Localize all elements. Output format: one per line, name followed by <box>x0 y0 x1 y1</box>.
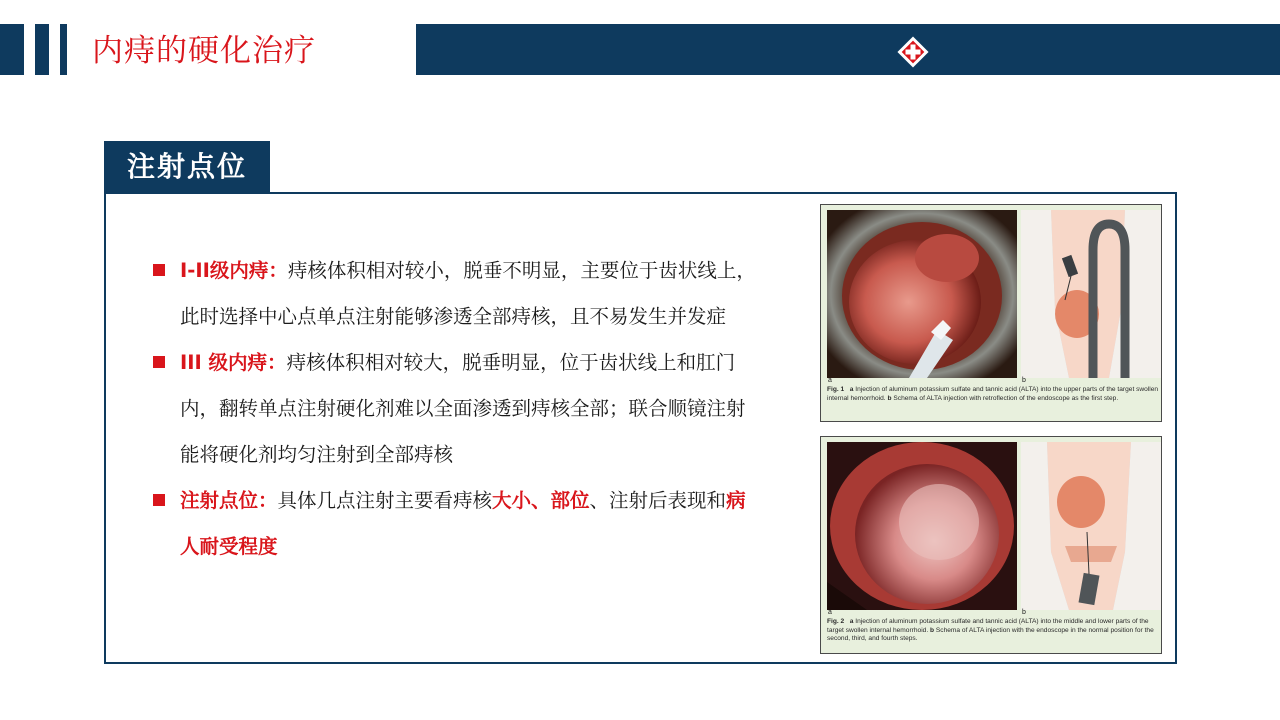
panel-label-b: b <box>1022 377 1026 384</box>
endoscopy-photo-2 <box>827 442 1017 610</box>
bullet-item <box>150 478 760 570</box>
section-tab: 注射点位 <box>104 141 270 193</box>
bullet-heading: I-II级内痔： <box>180 259 288 282</box>
caption-letter: a <box>849 618 854 625</box>
caption-text: Schema of ALTA injection with the endoscope in the normal position for the second, third, and fourth steps. <box>827 626 1154 643</box>
red-square-bullet-icon <box>153 494 165 506</box>
figure-1 <box>820 204 1162 422</box>
figure-label: Fig. 2 <box>827 618 845 625</box>
bullet-item <box>150 248 760 340</box>
bullet-item <box>150 340 760 478</box>
schema-diagram-1 <box>1021 210 1161 378</box>
bullet-list <box>150 248 760 570</box>
header-stripe-1 <box>0 24 24 75</box>
endoscopy-photo-1 <box>827 210 1017 378</box>
slide-title: 内痔的硬化治疗 <box>92 33 316 69</box>
header-stripe-3 <box>60 24 67 75</box>
bullet-text: 痔核体积相对较小，脱垂不明显，主要位于齿状线上，此时选择中心点单点注射能够渗透全部痔核，且不易发生并发症 <box>180 259 756 328</box>
bullet-heading: 注射点位： <box>180 489 278 512</box>
caption-letter: b <box>887 394 892 402</box>
caption-text: Injection of aluminum potassium sulfate and tannic acid (ALTA) into the upper parts of the target swollen internal hemorrhoid. <box>827 386 1159 402</box>
caption-text: Injection of aluminum potassium sulfate and tannic acid (ALTA) into the middle and lower parts of the target swollen internal hemorrhoid. <box>827 618 1149 634</box>
red-square-bullet-icon <box>153 356 165 368</box>
header-stripe-2 <box>35 24 49 75</box>
panel-label-a: a <box>828 377 832 384</box>
panel-label-a: a <box>828 609 832 616</box>
red-square-bullet-icon <box>153 264 165 276</box>
caption-text: Schema of ALTA injection with retroflection of the endoscope as the first step. <box>893 394 1119 402</box>
figure-2 <box>820 436 1162 654</box>
bullet-emphasis: 大小、部位 <box>492 489 590 512</box>
caption-letter: a <box>849 386 854 393</box>
bullet-text: 、注射后表现和 <box>589 489 727 512</box>
panel-label-b: b <box>1022 609 1026 616</box>
caption-letter: b <box>930 626 935 634</box>
bullet-text: 痔核体积相对较大，脱垂明显，位于齿状线上和肛门内，翻转单点注射硬化剂难以全面渗透到痔核全部；联合顺镜注射能将硬化剂均匀注射到全部痔核 <box>180 351 746 466</box>
bullet-heading: III 级内痔： <box>180 351 287 374</box>
bullet-text: 具体几点注射主要看痔核 <box>277 489 493 512</box>
schema-diagram-2 <box>1021 442 1161 610</box>
figure-label: Fig. 1 <box>827 386 845 393</box>
header-banner <box>416 24 1280 75</box>
bullet-emphasis: 病人耐受程度 <box>180 489 746 558</box>
figure-caption <box>827 618 1159 644</box>
figure-caption <box>827 386 1159 403</box>
medical-cross-diamond-icon <box>897 36 929 68</box>
